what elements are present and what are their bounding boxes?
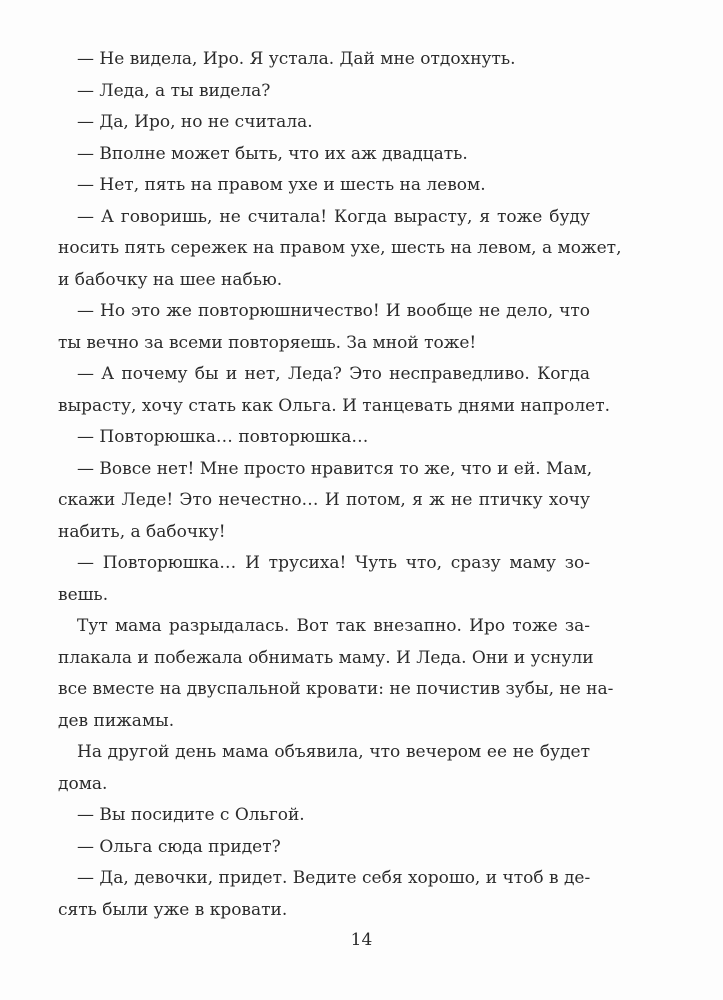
text-line: ты вечно за всеми повторяешь. За мной тоже!	[58, 332, 477, 353]
text-line: — Не видела, Иро. Я устала. Дай мне отдохнуть.	[77, 49, 516, 69]
page-number: 14	[350, 930, 373, 950]
text-line: все вместе на двуспальной кровати: не почистив зубы, не на-	[58, 679, 614, 699]
text-line: носить пять сережек на правом ухе, шесть на левом, а может,	[58, 238, 622, 258]
text-line: плакала и побежала обнимать маму. И Леда. Они и уснули	[58, 647, 594, 668]
text-line: — Вы посидите с Ольгой.	[77, 805, 305, 825]
text-line: сять были уже в кровати.	[58, 899, 288, 920]
text-line: и бабочку на шее набью.	[58, 269, 283, 290]
text-line: — Леда, а ты видела?	[77, 80, 271, 101]
text-line: — Ольга сюда придет?	[77, 836, 281, 857]
text-line: вешь.	[58, 584, 109, 605]
text-line: вырасту, хочу стать как Ольга. И танцевать днями напролет.	[58, 395, 611, 416]
text-line: — Нет, пять на правом ухе и шесть на левом.	[77, 175, 486, 195]
text-line: — А говоришь, не считала! Когда вырасту, я тоже буду	[77, 206, 590, 227]
text-line: — А почему бы и нет, Леда? Это несправедливо. Когда	[77, 364, 590, 384]
text-line: — Повторюшка… повторюшка…	[77, 427, 369, 447]
text-line: — Но это же повторюшничество! И вообще не дело, что	[77, 301, 590, 321]
text-line: — Да, девочки, придет. Ведите себя хорошо, и чтоб в де-	[77, 868, 591, 888]
page-text	[58, 44, 622, 926]
text-line: — Да, Иро, но не считала.	[77, 112, 313, 132]
text-line: — Повторюшка… И трусиха! Чуть что, сразу маму зо-	[77, 553, 590, 573]
text-line: дев пижамы.	[58, 710, 175, 731]
text-line: скажи Леде! Это нечестно… И потом, я ж не птичку хочу	[58, 490, 590, 510]
text-line: набить, а бабочку!	[58, 521, 226, 542]
text-line: — Вовсе нет! Мне просто нравится то же, что и ей. Мам,	[77, 458, 593, 479]
text-line: Тут мама разрыдалась. Вот так внезапно. Иро тоже за-	[77, 616, 590, 636]
text-line: На другой день мама объявила, что вечером ее не будет	[77, 742, 590, 762]
text-line: — Вполне может быть, что их аж двадцать.	[77, 143, 468, 164]
text-line: дома.	[58, 773, 108, 794]
